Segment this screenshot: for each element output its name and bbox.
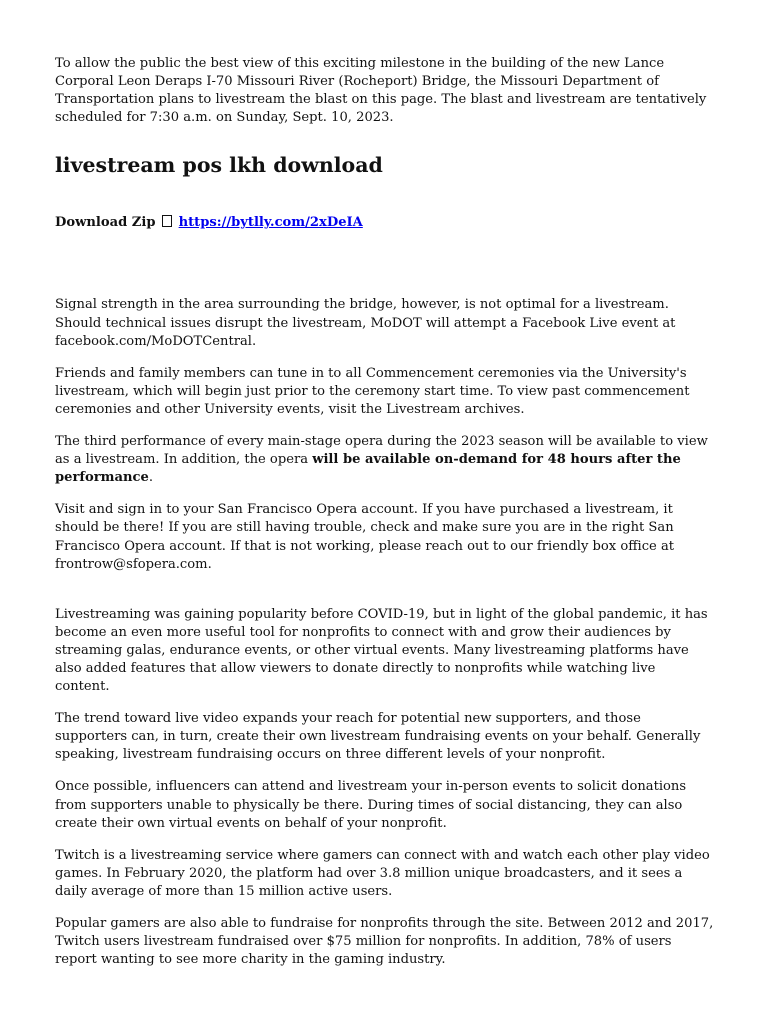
opera-text: The third performance of every main-stage opera during the 2023 season will be available to view as a livestream. In addition, the opera <box>55 434 708 468</box>
paragraph-opera <box>55 433 714 487</box>
opera-bold-text: will be available on-demand for 48 hours after the performance <box>55 452 681 486</box>
intro-paragraph: To allow the public the best view of this exciting milestone in the building of the new Lance Corporal Leon Deraps I-70 Missouri River (Rocheport) Bridge, the Missouri Department of Transportation plans to livestream the blast on this page. The blast and livestream are tentatively scheduled for 7:30 a.m. on Sunday, Sept. 10, 2023. <box>55 56 707 126</box>
paragraph-account: Visit and sign in to your San Francisco Opera account. If you have purchased a livestream, it should be there! If you are still having trouble, check and make sure you are in the right San Francisco Opera account. If that is not working, please reach out to our friendly box office at frontrow@sfopera.com. <box>55 502 675 572</box>
download-link[interactable]: https://bytlly.com/2xDeIA <box>178 215 363 231</box>
page-title: livestream pos lkh download <box>55 153 383 178</box>
missing-glyph-icon <box>162 215 172 227</box>
paragraph-gamers: Popular gamers are also able to fundraise for nonprofits through the site. Between 2012 and 2017, Twitch users livestream fundraised over $75 million for nonprofits. In addition, 78% of users report wanting to see more charity in the gaming industry. <box>55 916 714 968</box>
paragraph-livestreaming: Livestreaming was gaining popularity before COVID-19, but in light of the global pandemic, it has become an even more useful tool for nonprofits to connect with and grow their audiences by streaming galas, endurance events, or other virtual events. Many livestreaming platforms have also added features that allow viewers to donate directly to nonprofits while watching live content. <box>55 606 708 695</box>
paragraph-trend: The trend toward live video expands your reach for potential new supporters, and those supporters can, in turn, create their own livestream fundraising events on your behalf. Generally speaking, livestream fundraising occurs on three different levels of your nonprofit. <box>55 711 701 763</box>
download-label: Download Zip <box>55 215 156 231</box>
paragraph-twitch: Twitch is a livestreaming service where gamers can connect with and watch each other play video games. In February 2020, the platform had over 3.8 million unique broadcasters, and it sees a daily average of more than 15 million active users. <box>55 847 710 899</box>
paragraph-signal: Signal strength in the area surrounding the bridge, however, is not optimal for a livestream. Should technical issues disrupt the livestream, MoDOT will attempt a Facebook Live event at facebook.com/MoDOTCentral. <box>55 297 676 349</box>
paragraph-commencement: Friends and family members can tune in to all Commencement ceremonies via the University's livestream, which will begin just prior to the ceremony start time. To view past commencement ceremonies and other University events, visit the Livestream archives. <box>55 365 690 417</box>
opera-end: . <box>148 470 153 486</box>
download-line <box>55 214 714 232</box>
paragraph-influencers: Once possible, influencers can attend and livestream your in-person events to solicit donations from supporters unable to physically be there. During times of social distancing, they can also create their own virtual events on behalf of your nonprofit. <box>55 779 687 831</box>
